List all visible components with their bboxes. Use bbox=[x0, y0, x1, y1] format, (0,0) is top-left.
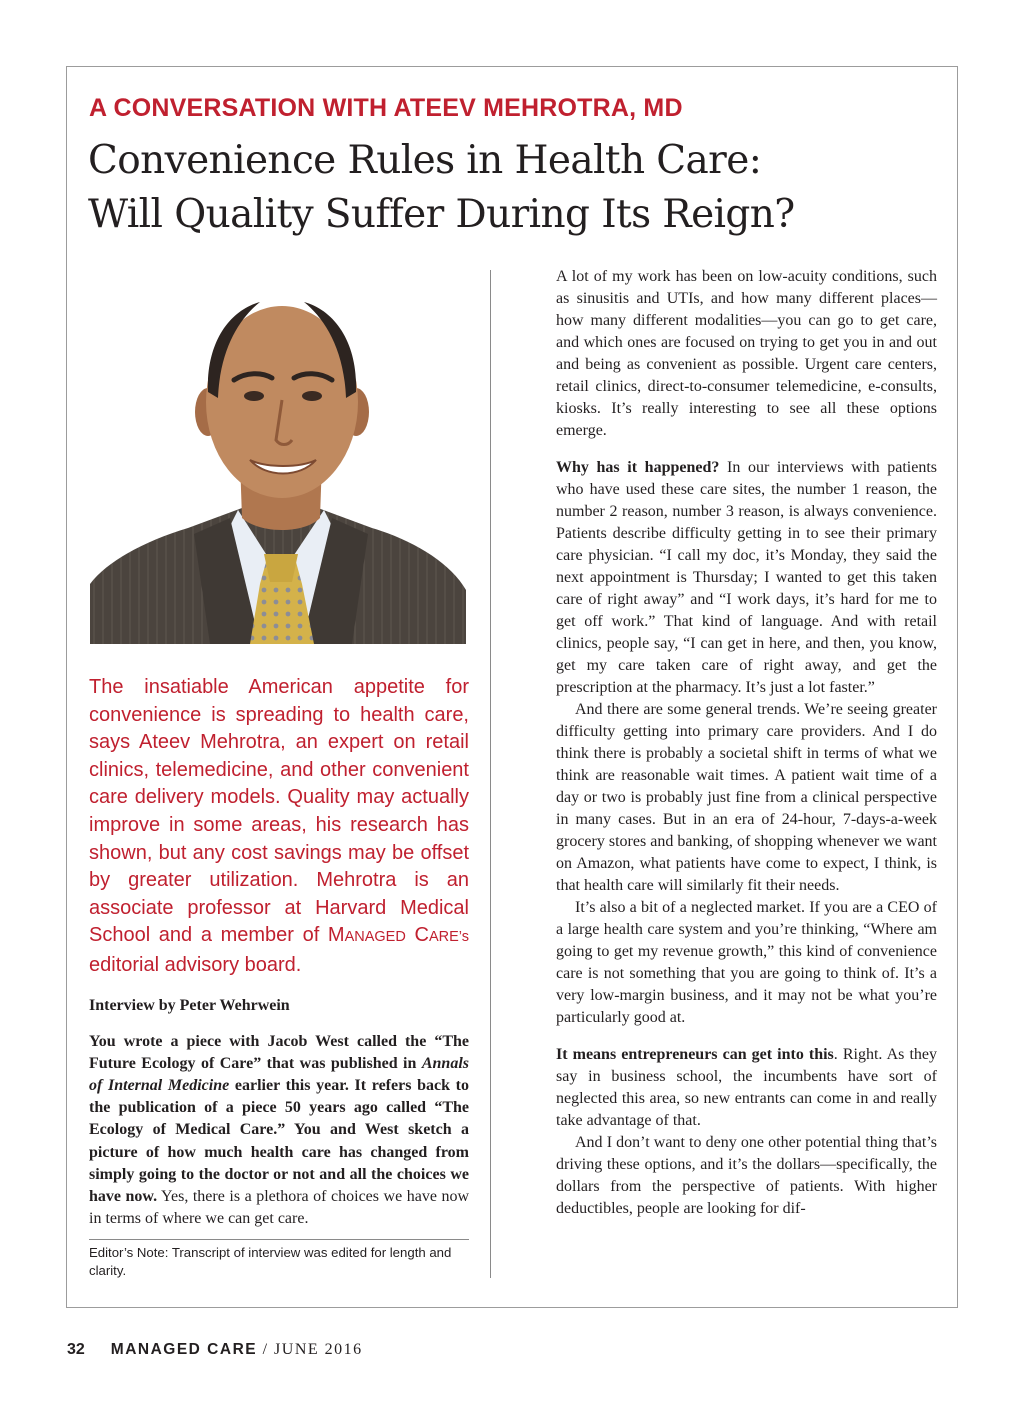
left-column bbox=[89, 674, 469, 1280]
article-standfirst bbox=[89, 674, 469, 980]
answer-paragraph-1: A lot of my work has been on low-acuity conditions, such as sinusitis and UTIs, and how many different places—how many different modalities—you can go to get care, and which ones are focused on trying to get you in and out and being as convenient as possible. Urgent care centers, retail clinics, direct-to-consumer telemedicine, e-consults, kiosks. It’s really interesting to see all these options emerge. bbox=[556, 268, 937, 439]
interview-question-1 bbox=[89, 1031, 469, 1231]
portrait-illustration bbox=[90, 272, 466, 644]
magazine-name-anaged: ANAGED bbox=[344, 929, 406, 946]
article-headline bbox=[88, 134, 948, 242]
answer-text: Yes, there is a plethora of choices we have now in terms of where we can get care. bbox=[89, 1187, 469, 1228]
answer-paragraph-5: . Right. As they say in business school, the incumbents have sort of neglected this area, so new entrants can come in and really take advantage of that. bbox=[556, 1046, 938, 1129]
standfirst-text-end: editorial advisory board. bbox=[89, 953, 302, 976]
page-number: 32 bbox=[67, 1341, 85, 1358]
question-text-a: You wrote a piece with Jacob West called the “The Future Ecology of Care” that was published in bbox=[89, 1032, 469, 1072]
portrait-photo bbox=[90, 272, 466, 644]
byline: Interview by Peter Wehrwein bbox=[89, 996, 290, 1014]
magazine-name-m: M bbox=[327, 924, 345, 947]
answer-paragraph-2: In our interviews with patients who have used these care sites, the number 1 reason, the number 2 reason, number 3 reason, is always convenience. Patients describe difficulty getting in to see their primary care physician. “I call my doc, it’s Monday, they said the next appointment is Thursday; I wanted to get this taken care of right away” and “I work days, it’s hard for me to get off work.” That kind of language. And with retail clinics, people say, “I can get in here, and then, you know, get my care taken care of right away, and get the prescription at the pharmacy. It’s just a lot faster.” bbox=[556, 459, 938, 696]
editor-note: Editor’s Note: Transcript of interview was edited for length and clarity. bbox=[89, 1239, 469, 1280]
column-divider bbox=[490, 270, 491, 1278]
standfirst-text: The insatiable American appetite for convenience is spreading to health care, says Ateev Mehrotra, an expert on retail clinics, telemedicine, and other convenient care delivery models. Quality may actually improve in some areas, his research has shown, but any cost savings may be offset by greater utilization. Mehrotra is an associate professor at Harvard Medical School and a member of bbox=[89, 676, 469, 947]
headline-line-1: Convenience Rules in Health Care: bbox=[88, 138, 762, 183]
headline-line-2: Will Quality Suffer During Its Reign? bbox=[88, 192, 795, 237]
interview-question-3 bbox=[556, 1044, 937, 1132]
answer-paragraph-6: And I don’t want to deny one other potential thing that’s driving these options, and it’s the dollars—specifically, the dollars from the perspective of patients. With higher deductibles, people are looking for dif- bbox=[556, 1134, 937, 1217]
magazine-name-c: C bbox=[414, 924, 429, 947]
question-2-text: Why has it happened? bbox=[556, 459, 720, 476]
interview-question-2 bbox=[556, 457, 937, 699]
magazine-name-possessive: ’s bbox=[458, 929, 469, 946]
question-text-b: earlier this year. It refers back to the publication of a piece 50 years ago called “The Ecology of Medical Care.” You and West sketch a picture of how much health care has changed from simply going to the doctor or not and all the choices we have now. bbox=[89, 1076, 470, 1205]
magazine-name-are: ARE bbox=[428, 929, 459, 946]
answer-paragraph-3: And there are some general trends. We’re seeing greater difficulty getting into primary care providers. And I do think there is probably a societal shift in terms of what we think are reasonable wait times. A patient wait time of a day or two is probably just fine from a clinical perspective in many cases. But in an era of 24-hour, 7-days-a-week grocery stores and banking, of shopping whenever we want on Amazon, what patients have come to expect, I think, is that health care will similarly fit their needs. bbox=[556, 701, 937, 894]
page-footer bbox=[67, 1341, 363, 1359]
journal-title: Annals of Internal Medicine bbox=[89, 1054, 469, 1094]
footer-magazine-name: MANAGED CARE bbox=[110, 1341, 258, 1358]
article-kicker: A CONVERSATION WITH ATEEV MEHROTRA, MD bbox=[89, 94, 683, 122]
answer-paragraph-4: It’s also a bit of a neglected market. If you are a CEO of a large health care system and you’re thinking, “Where am going to get my revenue growth,” this kind of convenience care is not something that you are going to think of. It’s a very low-margin business, and it may not be what you’re particularly good at. bbox=[556, 899, 937, 1026]
right-column bbox=[556, 266, 937, 1220]
question-3-text: It means entrepreneurs can get into this bbox=[556, 1046, 834, 1063]
footer-issue-date: / JUNE 2016 bbox=[257, 1341, 363, 1358]
